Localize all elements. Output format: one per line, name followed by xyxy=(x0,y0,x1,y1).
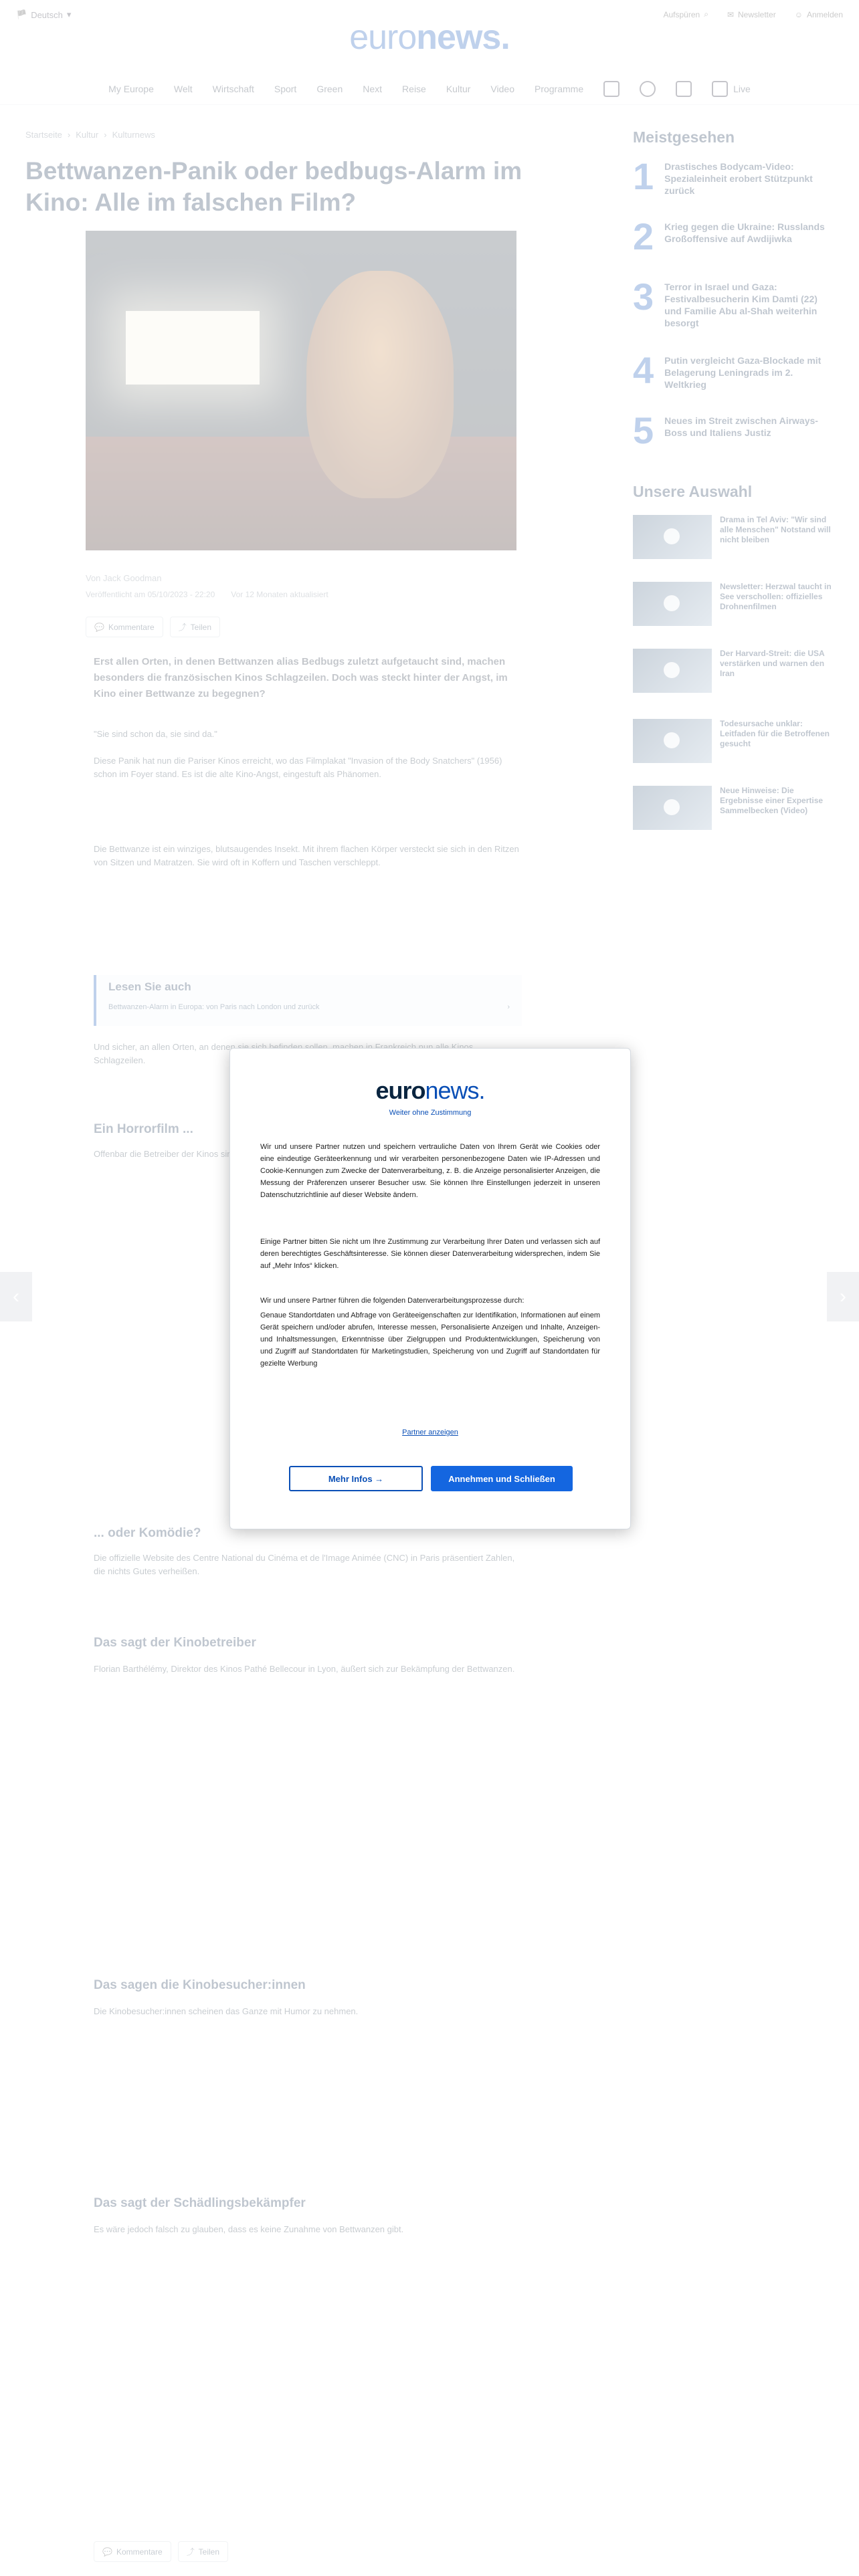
more-info-button[interactable]: Mehr Infos → xyxy=(289,1466,423,1491)
consent-paragraph-4: Genaue Standortdaten und Abfrage von Geräteeigenschaften zur Identifikation, Informationen auf einem Gerät speichern und/oder abrufen, Interesse messen, Personalisierte Anzeigen und Inhalte, Anzeigen- und Inhaltsmessungen, Erkenntnisse über Zielgruppen und Produktentwicklungen, Speicherung von und Zugriff auf Standortdaten für Marketingstudien, Speicherung von und Zugriff auf Standortdaten für gezielte Werbung xyxy=(260,1311,600,1368)
consent-logo xyxy=(230,1077,630,1105)
accept-and-close-button[interactable]: Annehmen und Schließen xyxy=(431,1466,573,1491)
continue-without-consent-link[interactable]: Weiter ohne Zustimmung xyxy=(389,1109,472,1117)
show-partners-link[interactable]: Partner anzeigen xyxy=(402,1428,458,1436)
consent-paragraph-3: Wir und unsere Partner führen die folgenden Datenverarbeitungsprozesse durch: xyxy=(260,1297,524,1305)
consent-paragraph-2: Einige Partner bitten Sie nicht um Ihre Zustimmung zur Verarbeitung Ihrer Daten und verlassen sich auf deren berechtigtes Geschäftsinteresse. Sie können dieser Datenverarbeitung widersprechen, indem Sie auf „Mehr Infos“ klicken. xyxy=(260,1238,600,1270)
consent-logo-main: euro xyxy=(375,1077,425,1104)
consent-paragraph-1: Wir und unsere Partner nutzen und speichern vertrauliche Daten von Ihrem Gerät wie Cookies oder eine eindeutige Geräteerkennung und wir verarbeiten personenbezogene Daten wie IP-Adressen und Cookie-Kennungen zum Zwecke der Datenverarbeitung, z. B. die Anzeige personalisierter Anzeigen, die Messung der Präferenzen unserer Besucher usw. Sie können Ihre Einstellungen jederzeit in unseren Datenschutzrichtlinie auf dieser Website ändern. xyxy=(260,1143,600,1199)
consent-dialog xyxy=(229,1048,631,1529)
consent-logo-accent: news. xyxy=(425,1077,485,1104)
